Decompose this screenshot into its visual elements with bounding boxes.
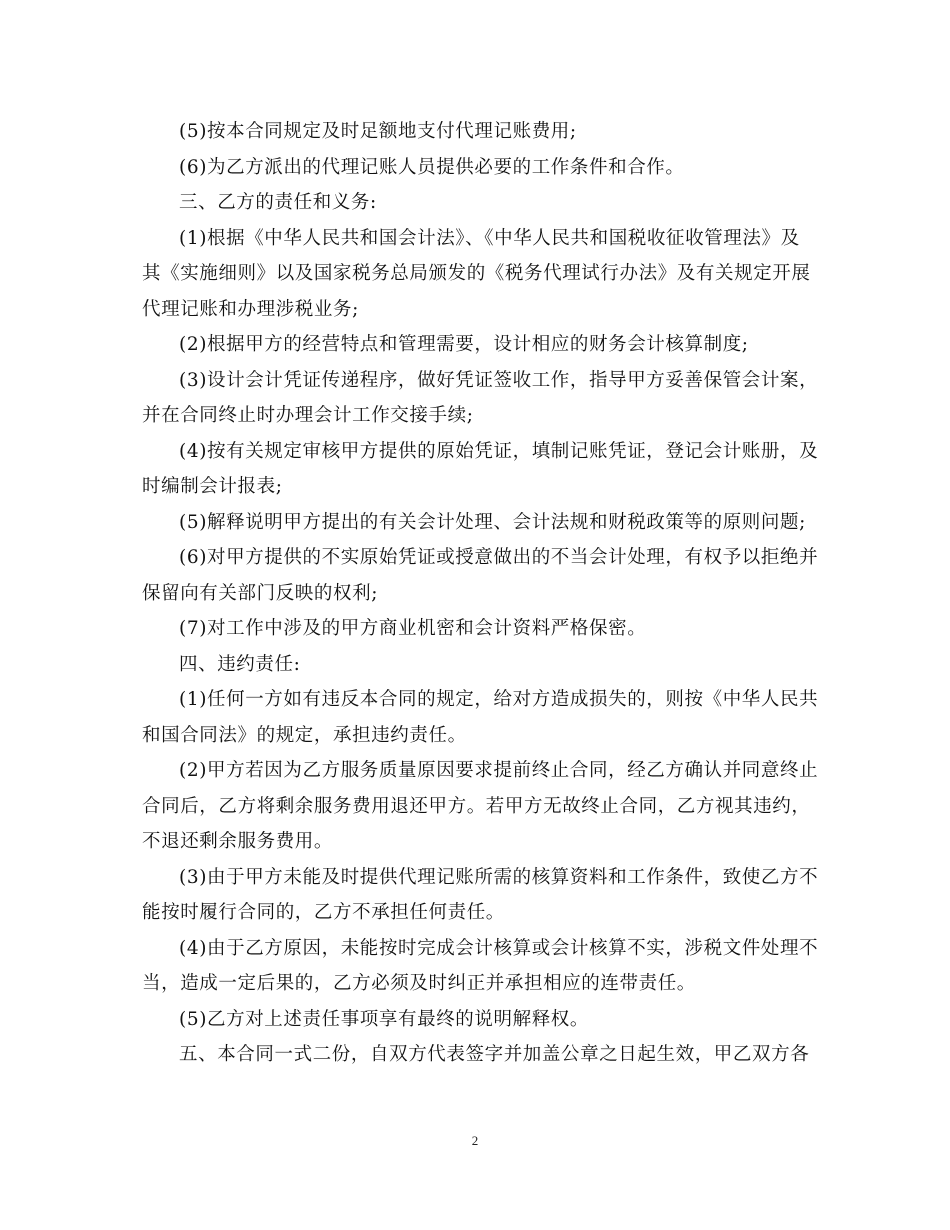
paragraph <box>142 682 819 753</box>
paragraph-line: 其《实施细则》以及国家税务总局颁发的《税务代理试行办法》及有关规定开展 <box>142 263 811 284</box>
paragraph <box>142 185 810 221</box>
paragraph <box>142 327 810 363</box>
paragraph <box>142 505 810 541</box>
paragraph-line: 保留向有关部门反映的权利; <box>142 582 379 604</box>
paragraph <box>142 860 819 931</box>
paragraph-line: (5)乙方对上述责任事项享有最终的说明解释权。 <box>179 1008 590 1030</box>
paragraph-line: 当，造成一定后果的，乙方必须及时纠正并承担相应的连带责任。 <box>142 973 696 994</box>
paragraph-line: (3)设计会计凭证传递程序，做好凭证签收工作，指导甲方妥善保管会计案， <box>179 369 819 391</box>
paragraph <box>142 931 819 1002</box>
paragraph <box>142 611 810 647</box>
paragraph-line: (2)甲方若因为乙方服务质量原因要求提前终止合同，经乙方确认并同意终止 <box>179 760 819 781</box>
paragraph <box>142 434 819 505</box>
paragraph-line: (1)任何一方如有违反本合同的规定，给对方造成损失的，则按《中华人民共 <box>179 689 819 710</box>
paragraph <box>142 540 819 611</box>
paragraph-line: (3)由于甲方未能及时提供代理记账所需的核算资料和工作条件，致使乙方不 <box>179 866 819 888</box>
paragraph <box>142 150 810 186</box>
page-number: 2 <box>471 1133 479 1148</box>
paragraph-line: 四、违约责任: <box>179 653 301 675</box>
paragraph <box>142 753 819 860</box>
paragraph-line: 代理记账和办理涉税业务; <box>142 298 359 320</box>
paragraph-line: 三、乙方的责任和义务: <box>179 192 377 213</box>
paragraph-line: 合同后，乙方将剩余服务费用退还甲方。若甲方无故终止合同，乙方视其违约， <box>142 795 811 817</box>
paragraph-line: (6)为乙方派出的代理记账人员提供必要的工作条件和合作。 <box>179 156 685 178</box>
paragraph <box>142 1002 810 1038</box>
paragraph-line: (7)对工作中涉及的甲方商业机密和会计资料严格保密。 <box>179 618 647 639</box>
paragraph-line: (1)根据《中华人民共和国会计法》、《中华人民共和国税收征收管理法》及 <box>179 227 800 249</box>
paragraph <box>142 363 819 434</box>
paragraph-line: 并在合同终止时办理会计工作交接手续; <box>142 405 474 426</box>
paragraph-line: (2)根据甲方的经营特点和管理需要，设计相应的财务会计核算制度; <box>179 334 749 355</box>
paragraph-line: (4)按有关规定审核甲方提供的原始凭证，填制记账凭证，登记会计账册，及 <box>179 440 819 462</box>
paragraph-line: (4)由于乙方原因，未能按时完成会计核算或会计核算不实，涉税文件处理不 <box>179 937 819 959</box>
document-body <box>142 114 819 1073</box>
paragraph <box>142 114 810 150</box>
paragraph-line: (6)对甲方提供的不实原始凭证或授意做出的不当会计处理，有权予以拒绝并 <box>179 547 819 568</box>
paragraph-line: 和国合同法》的规定，承担违约责任。 <box>142 724 467 746</box>
paragraph-line: 五、本合同一式二份，自双方代表签字并加盖公章之日起生效，甲乙双方各 <box>179 1044 810 1065</box>
paragraph-line: 时编制会计报表; <box>142 476 283 497</box>
paragraph-line: 能按时履行合同的，乙方不承担任何责任。 <box>142 902 505 923</box>
paragraph <box>142 221 810 328</box>
paragraph-line: (5)按本合同规定及时足额地支付代理记账费用; <box>179 121 577 142</box>
paragraph <box>142 647 810 683</box>
paragraph-line: 不退还剩余服务费用。 <box>142 831 334 852</box>
paragraph <box>142 1037 810 1073</box>
paragraph-line: (5)解释说明甲方提出的有关会计处理、会计法规和财税政策等的原则问题; <box>179 511 806 533</box>
